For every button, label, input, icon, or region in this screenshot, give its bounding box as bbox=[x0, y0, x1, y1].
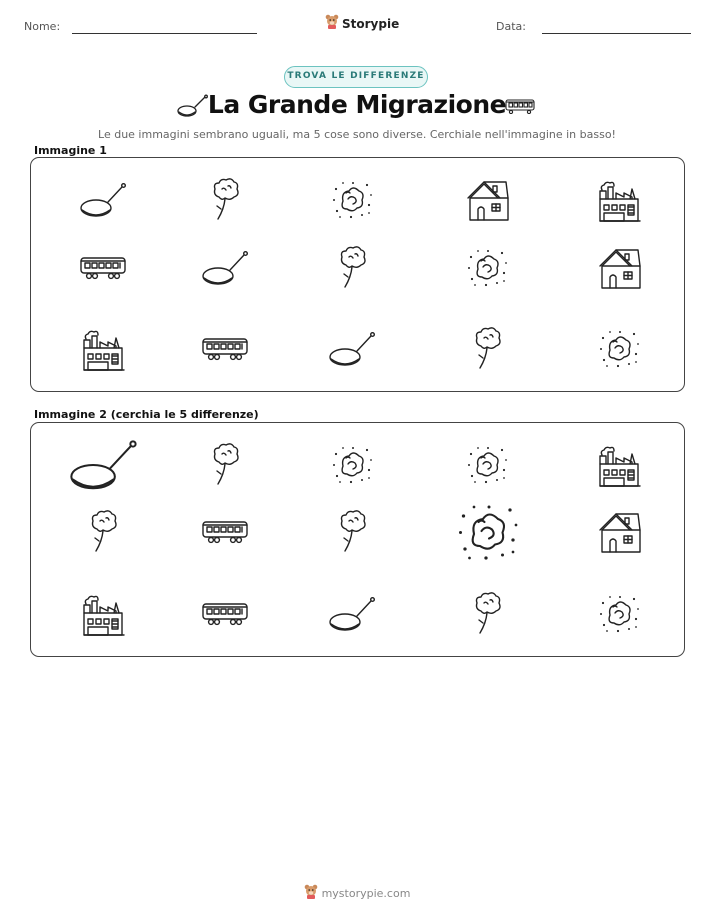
name-label: Nome: bbox=[24, 20, 61, 33]
smoke-icon[interactable] bbox=[456, 501, 519, 564]
train-car-icon bbox=[505, 98, 535, 118]
cotton-plant-icon[interactable] bbox=[471, 591, 503, 637]
house-icon bbox=[596, 246, 642, 290]
name-field-line[interactable] bbox=[72, 33, 257, 34]
date-field-line[interactable] bbox=[542, 33, 691, 34]
cotton-plant-icon bbox=[209, 177, 241, 223]
date-label: Data: bbox=[496, 20, 526, 33]
bear-icon bbox=[304, 884, 318, 902]
smoke-icon[interactable] bbox=[466, 444, 508, 486]
cotton-plant-icon bbox=[336, 245, 368, 291]
house-icon[interactable] bbox=[596, 510, 642, 554]
brand-name: Storypie bbox=[342, 16, 400, 31]
smoke-icon bbox=[331, 179, 373, 221]
house-icon bbox=[464, 178, 510, 222]
smoke-icon bbox=[598, 328, 640, 370]
factory-icon bbox=[596, 177, 642, 223]
image1-label: Immagine 1 bbox=[34, 144, 107, 157]
game-type-badge: TROVA LE DIFFERENZE bbox=[284, 66, 428, 88]
factory-icon bbox=[80, 326, 126, 372]
image2-label: Immagine 2 (cerchia le 5 differenze) bbox=[34, 408, 259, 421]
train-car-icon[interactable] bbox=[201, 601, 249, 627]
smoke-icon bbox=[466, 247, 508, 289]
pan-icon bbox=[327, 329, 377, 369]
bear-icon bbox=[325, 14, 339, 33]
factory-icon[interactable] bbox=[596, 442, 642, 488]
footer bbox=[0, 884, 714, 902]
train-car-icon[interactable] bbox=[201, 519, 249, 545]
pan-icon bbox=[200, 248, 250, 288]
cotton-plant-icon bbox=[471, 326, 503, 372]
cotton-plant-icon[interactable] bbox=[209, 442, 241, 488]
pan-icon[interactable] bbox=[67, 436, 140, 494]
pan-icon bbox=[78, 180, 128, 220]
cotton-plant-icon[interactable] bbox=[336, 509, 368, 555]
brand-logo bbox=[325, 14, 399, 33]
pan-icon[interactable] bbox=[327, 594, 377, 634]
smoke-icon[interactable] bbox=[598, 593, 640, 635]
smoke-icon[interactable] bbox=[331, 444, 373, 486]
train-car-icon bbox=[201, 336, 249, 362]
page-title: La Grande Migrazione bbox=[207, 90, 507, 119]
footer-url: mystorypie.com bbox=[321, 886, 411, 900]
factory-icon[interactable] bbox=[80, 591, 126, 637]
train-car-icon bbox=[79, 255, 127, 281]
instructions: Le due immagini sembrano uguali, ma 5 cose sono diverse. Cerchiale nell'immagine in basso! bbox=[98, 128, 616, 141]
cotton-plant-icon[interactable] bbox=[87, 509, 119, 555]
